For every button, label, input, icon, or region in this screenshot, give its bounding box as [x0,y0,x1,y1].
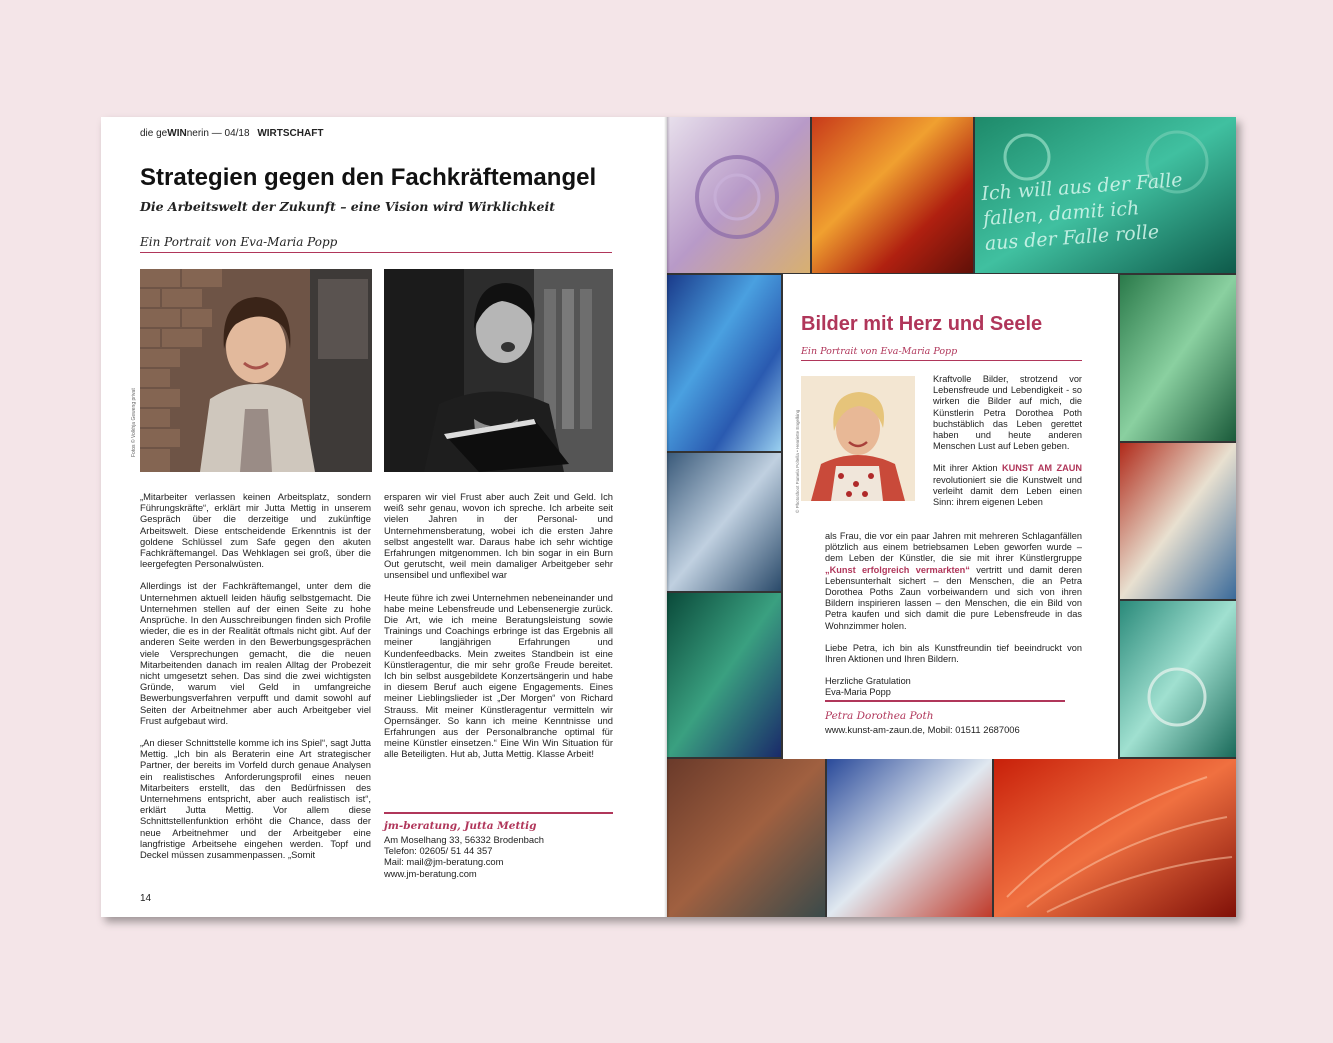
artist-name: Petra Dorothea Poth [825,710,934,722]
singer-photo [384,269,613,472]
magazine-name-bold: WIN [167,128,187,139]
artwork-text-line: Ich will aus der Falle [980,169,1184,206]
paragraph [933,463,1082,508]
article-subtitle: Die Arbeitswelt der Zukunft – eine Vision wird Wirklichkeit [140,199,556,214]
divider [825,700,1065,702]
portrait-photo [140,269,372,472]
page-number: 14 [140,893,152,904]
spine-shadow [664,117,670,917]
paragraph [825,531,1082,632]
contact-details [384,834,544,879]
contact-name: jm-beratung, Jutta Mettig [384,820,537,832]
section-label: WIRTSCHAFT [257,128,324,139]
left-page [101,117,667,917]
contact-mail[interactable]: Mail: mail@jm-beratung.com [384,856,504,868]
divider [384,812,613,814]
text: als Frau, die vor ein paar Jahren mit mehreren Schlaganfällen plötzlich aus einem betriebsamen Leben geworfen wurde – dem Leben der Künstler, die sie mit ihrer Künstlergruppe [825,531,1082,564]
article-column-1 [140,491,371,871]
right-page [667,117,1236,917]
paragraph: „Mitarbeiter verlassen keinen Arbeitsplatz, sondern Führungskräfte“, erklärt mir Jutta Mettig in unserem Gespräch über die derzeitige und zukünftige Arbeitswelt. Diese entscheidende Erkenntnis ist der goldene Schlüssel zum Safe gegen den akuten Fachkräftemangel. Das Wehklagen sei groß, über die leergefegten Personalwüsten. [140,491,371,570]
card-text-top [933,374,1082,519]
paragraph: „An dieser Schnittstelle komme ich ins Spiel“, sagt Jutta Mettig. „Ich bin als Beraterin eine Art strategischer Partner, der bereits im Vorfeld durch genaue Analysen ein realistisches Anforderungsprofil eines neuen Mitarbeiters erstellt, das den Bedürfnissen des Unternehmens entspricht, aber auch realistisch ist“, erklärt Jutta Mettig. Vor allem diese Schnittstellenfunktion erhöht die Chance, dass der neue Arbeitnehmer und der Arbeitgeber eine langfristige Arbeitsehe eingehen werden. Topf und Deckel müssen zusammenpassen. „Somit [140,737,371,861]
highlight: KUNST AM ZAUN [1002,463,1082,474]
artist-photo [801,376,915,501]
photo-credit: Fotos © Volkhja Geweng privat [131,388,137,457]
feature-card-content [783,117,1118,917]
page-header [140,128,323,139]
card-title: Bilder mit Herz und Seele [801,313,1043,335]
magazine-name-part: die ge [140,128,168,139]
card-byline: Ein Portrait von Eva-Maria Popp [801,346,958,357]
article-byline: Ein Portrait von Eva-Maria Popp [140,235,338,249]
greeting: Herzliche Gratulation [825,676,911,687]
paragraph: Allerdings ist der Fachkräftemangel, unter dem die Unternehmen aktuell leiden häufig selbstgemacht. Die Unternehmen stellen auf der einen Seite zu hohe Ansprüche. In den Ausschreibungen finden sich Profile wieder, die es in der Realität oftmals nicht gibt. Auf der anderen Seite werden in den Bewerbungsgesprächen viele Versprechungen gemacht, die die neuen Mitarbeitenden danach im realen Alltag der Probezeit nicht umgesetzt sehen. Das sind die zwei wichtigsten Gründe, warum viel Geld in umfangreiche Bewerbungsverfahren verpufft und damit sowohl auf Seiten der Arbeitnehmer aber auch Arbeitgeber viel Frust aufgebaut wird. [140,580,371,726]
magazine-spread [101,117,1236,917]
artwork-text-line: fallen, damit ich [982,197,1140,231]
paragraph: Heute führe ich zwei Unternehmen nebeneinander und habe meine Lebensfreude und Lebensenergie zurück. Die Art, wie ich meine Beratungsleistung sowie Trainings und Coachings erbringe ist das Ergebnis all meiner langjährigen Erfahrungen und Kundenfeedbacks. Mein zweites Standbein ist eine Künstleragentur, die mir sehr große Freude bereitet. Ich bin selbst ausgebildete Konzertsängerin und habe in diesem Beruf auch eigene Engagements. Eines meiner Lieblingslieder ist „Der Morgen“ von Richard Strauss. Mit meiner Künstleragentur vermitteln wir Opernsänger. So kann ich meine Kenntnisse und Erfahrungen aus der Personalbranche optimal für meine Künstler einsetzen.“ Eine Win Win Situation für alle Beteiligten. Hut ab, Jutta Mettig. Klasse Arbeit! [384,591,613,760]
divider [801,360,1082,361]
article-column-2 [384,491,613,771]
paragraph: Kraftvolle Bilder, strotzend vor Lebensfreude und Lebendigkeit - so wirken die Bilder auf mich, die Künstlerin Petra Dorothea Poth buchstäblich das Leben gerettet haben und heute anderen Menschen Lust auf Leben geben. [933,374,1082,452]
issue-label: — 04/18 [211,128,250,139]
text: revolutioniert sie die Kunstwelt und verleiht damit dem Leben einen Sinn: ihrem eigenen Leben [933,474,1082,508]
contact-phone: Telefon: 02605/ 51 44 357 [384,845,493,857]
artist-contact[interactable]: www.kunst-am-zaun.de, Mobil: 01511 2687006 [825,724,1020,735]
magazine-name-part: nerin [186,128,209,139]
contact-address: Am Moselhang 33, 56332 Brodenbach [384,834,545,845]
divider [140,252,612,253]
paragraph: ersparen wir viel Frust aber auch Zeit und Geld. Ich weiß sehr genau, wovon ich spreche. Ich arbeite seit vielen Jahren in der Personal- und Unternehmensberatung, wobei ich die ersten Jahre selbst angestellt war. Daraus habe ich sehr wichtige Erfahrungen mitgenommen. Ich bin sogar in ein Burn Out gerutscht, weil mein damaliger Arbeitgeber sehr unsensibel und unflexibel war [384,491,613,581]
article-title: Strategien gegen den Fachkräftemangel [140,164,597,191]
text: vertritt und damit deren Lebensunterhalt sichert – den Menschen, die an Petra Dorothea Poths Zaun vorbeiwandern und sich von ihren Bildern inspirieren lassen – den Menschen, die ein Bild von Petra kaufen und sich damit die pure Lebensfreude in das Wohnzimmer holen. [825,564,1082,631]
paragraph: Liebe Petra, ich bin als Kunstfreundin tief beeindruckt von Ihren Aktionen und Ihren Bildern. [825,642,1082,665]
singer-photo-graphic [384,269,613,472]
highlight: „Kunst erfolgreich vermarkten“ [825,564,970,575]
artwork-text-line: aus der Falle rolle [984,220,1160,255]
portrait-photo-graphic [140,269,372,472]
card-photo-credit: © Photoshoot Pamela Poltella • Henriette Engelking [795,409,800,513]
contact-website[interactable]: www.jm-beratung.com [384,867,477,879]
card-text-full [825,531,1082,699]
signature-name: Eva-Maria Popp [825,687,891,698]
artist-photo-graphic [801,376,915,501]
text: Mit ihrer Aktion [933,463,998,474]
